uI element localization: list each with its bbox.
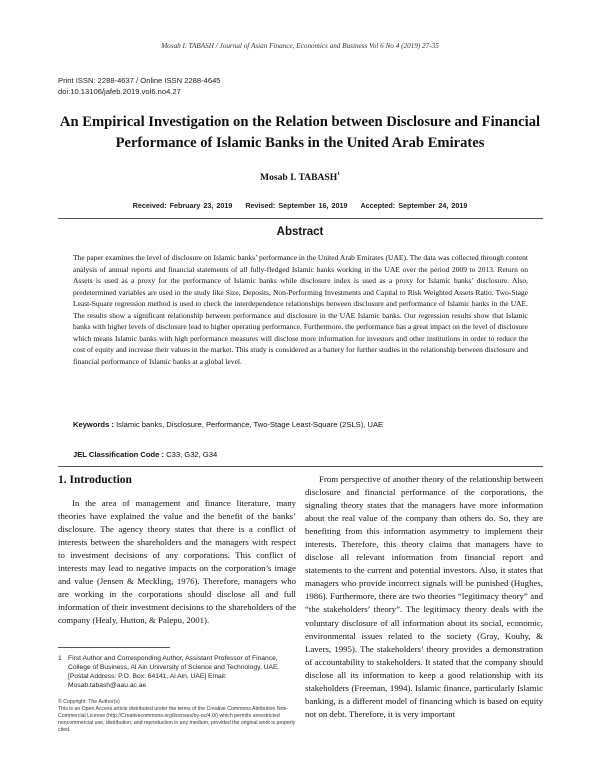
jel-classification [73, 450, 533, 459]
paper-title: An Empirical Investigation on the Relation between Disclosure and Financial Performance of Islamic Banks in the United Arab Emirates [59, 114, 541, 151]
revised-date: Revised: September 16, 2019 [245, 201, 348, 210]
abstract-text: The paper examines the level of disclosure on Islamic banks’ performance in the United Arab Emirates (UAE). The data was collected through content analysis of annual reports and financial statements of all fully-fledged Islamic banks working in the UAE over the period 2009 to 2013. Return on Assets is used as a proxy for the performance of Islamic banks while disclosure index is used as a proxy for Islamic banks’ disclosure. Also, predetermined variables are used in the study like Size, Deposits, Non-Performing Investments and Capital to Risk Weighted Assets Ratio. Two-Stage Least-Square regression method is used to check the interdependence relationships between disclosure and performance of Islamic banks in the UAE. The results show a significant relationship between performance and disclosure in the UAE Islamic banks. Our regression results show that Islamic banks with higher levels of disclosure lead to higher operating performance. Furthermore, the performance has a great impact on the level of disclosure which means Islamic banks with high performance measures will disclose more information for investors and other institutions in order to reduce the cost of equity and increase their values in the market. This study is considered as a battery for further studies in the relationship between disclosure and financial performance of Islamic banks at a global level. [73, 253, 528, 366]
author-line [0, 171, 600, 183]
bottom-divider [58, 466, 543, 467]
footnote-text: First Author and Corresponding Author, Assistant Professor of Finance, College of Business, Al Ain University of Science and Technology, UAE. [Postal Address: P.O. Box: 64141, Al Ain, UAE] Email: Mosab.tabash@aau.ac.ae [68, 655, 280, 689]
issn-block [58, 75, 221, 97]
dates-line [0, 201, 600, 210]
license-block [58, 699, 298, 734]
section-heading: 1. Introduction [58, 474, 132, 486]
footnote-rule [58, 647, 170, 648]
top-divider [58, 218, 543, 219]
received-date: Received: February 23, 2019 [132, 201, 233, 210]
keywords [73, 420, 533, 429]
footnote-number: 1 [58, 655, 62, 662]
issn-line: Print ISSN: 2288-4637 / Online ISSN 2288-4645 [58, 76, 221, 85]
license-text: This is an Open Access article distributed under the terms of the Creative Commons Attribution Non-Commercial License (http://Creativecommons.org/licenses/by-nc/4.0/) which permits unrestricted noncommercial use, distribution, and reproduction in any medium, provided the original work is properly cited. [58, 705, 296, 733]
accepted-date: Accepted: September 24, 2019 [360, 201, 468, 210]
intro-paragraph-1: In the area of management and finance literature, many theories have explained the value and the benefit of the banks’ disclosure. The agency theory states that there is a conflict of interests between the shareholders and the managers with respect to investment decisions of any corporations. This conflict of interests may lead to negative impacts on the corporation’s image and value (Jensen & Meckling, 1976). Therefore, managers who are working in the corporations should disclose all and full information of their investment decisions to the shareholders of the company (Healy, Hutton, & Palepu, 2001). [58, 498, 296, 626]
jel-label: JEL Classification Code : [73, 450, 165, 459]
keywords-label: Keywords : [73, 420, 114, 429]
footnote [58, 654, 298, 690]
keywords-text: Islamic banks, Disclosure, Performance, Two-Stage Least-Square (2SLS), UAE [116, 420, 384, 429]
author-name: Mosab I. TABASH [260, 172, 338, 183]
author-footnote-mark: 1 [337, 171, 340, 177]
copyright-line: © Copyright: The Author(s) [58, 699, 120, 705]
left-column [58, 497, 296, 627]
intro-paragraph-2: From perspective of another theory of the relationship between disclosure and financial performance of the corporations, the signaling theory states that the managers have more information about the real value of the company than others do. So, they are benefiting from this information asymmetry to implement their interests. Therefore, this theory claims that managers have to disclose all relevant information from financial report and statements to the current and potential investors. Also, it states that managers who provide incorrect signals will be punished (Hughes, 1986). Furthermore, there are two theories “legitimacy theory” and “the stakeholders’ theory”. The legitimacy theory deals with the voluntary disclosure of all information about its social, economic, environmental issues related to the society (Gray, Kouhy, & Lavers, 1995). The stakeholders’ theory provides a demonstration of accountability to stakeholders. It stated that the company should disclose all its information to keep a good relationship with its stakeholders (Freeman, 1994). Islamic finance, particularly Islamic banking, is a different model of financing which is based on equity not on debt. Therefore, it is very important [305, 474, 543, 719]
running-head: Mosab I. TABASH / Journal of Asian Finance, Economics and Business Vol 6 No 4 (2019) 27-35 [161, 42, 439, 50]
jel-codes: C33, G32, G34 [166, 450, 218, 459]
abstract-heading: Abstract [276, 226, 324, 238]
right-column [305, 473, 543, 721]
doi-line: doi:10.13106/jafeb.2019.vol6.no4.27 [58, 87, 181, 96]
